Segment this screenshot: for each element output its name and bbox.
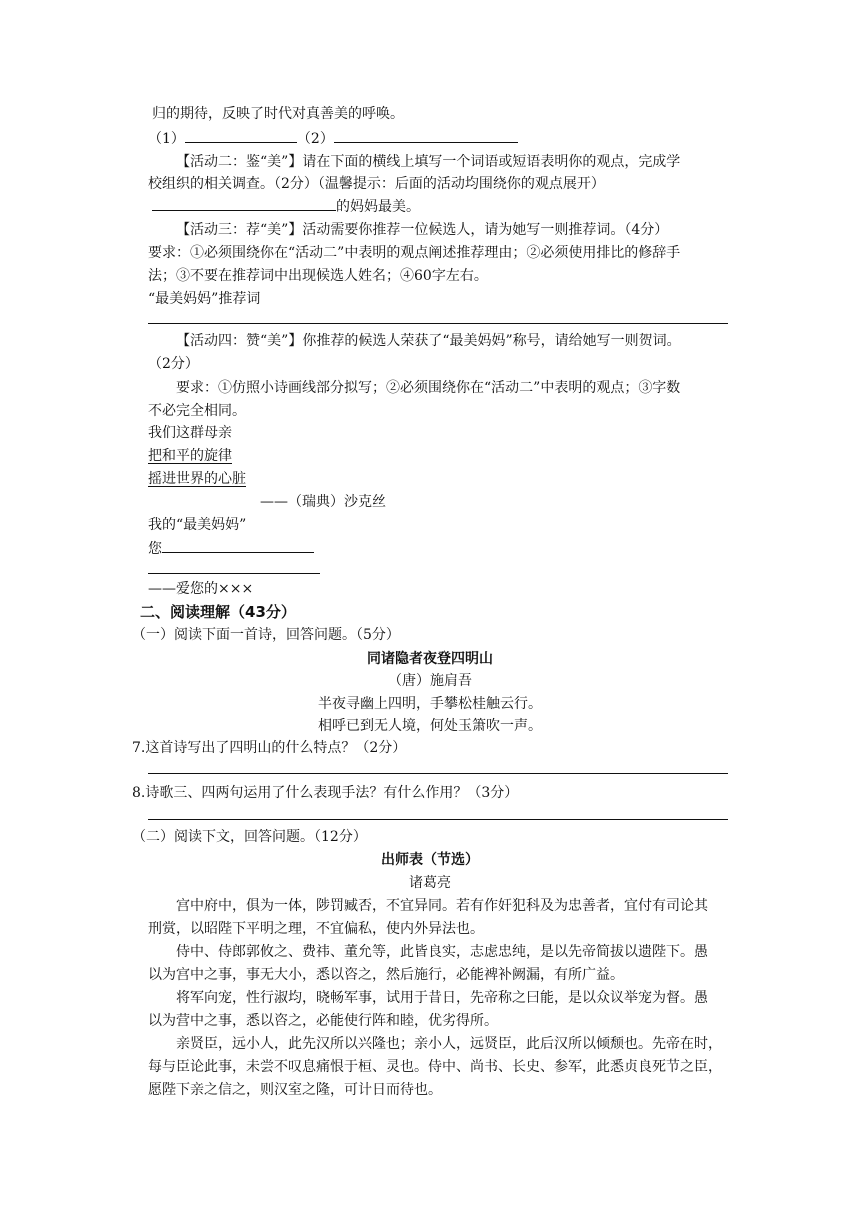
answer-blank-poem-1[interactable] <box>162 538 314 553</box>
blank-label: （2） <box>296 131 334 147</box>
blank-label: （1） <box>148 131 185 147</box>
answer-blank-2[interactable] <box>334 128 518 143</box>
recommendation-label: “最美妈妈”推荐词 <box>148 291 261 307</box>
poem-line: 相呼已到无人境，何处玉箫吹一声。 <box>318 718 542 734</box>
text-line: （2分） <box>148 356 199 372</box>
poem-line: 我们这群母亲 <box>148 425 232 441</box>
poem-byline: （唐）施肩吾 <box>388 673 472 689</box>
answer-blank-poem-2[interactable] <box>148 573 320 574</box>
answer-line[interactable] <box>148 323 728 324</box>
paragraph-line: 宫中府中，俱为一体，陟罚臧否，不宜异同。若有作奸犯科及为忠善者，宜付有司论其 <box>176 898 708 914</box>
paragraph-line: 每与臣论此事，未尝不叹息痛恨于桓、灵也。侍中、尚书、长史、参军，此悉贞良死节之臣， <box>148 1059 722 1075</box>
poem-line-underlined: 摇进世界的心脏 <box>148 471 246 487</box>
text-line: 法；③不要在推荐词中出现候选人姓名；④60字左右。 <box>148 268 488 284</box>
paragraph-line: 侍中、侍郎郭攸之、费祎、董允等，此皆良实，志虑忠纯，是以先帝简拔以遗陛下。愚 <box>176 944 708 960</box>
text-line: 您 <box>148 541 162 557</box>
poem-answer-row <box>148 538 314 559</box>
subsection-heading: （一）阅读下面一首诗，回答问题。（5分） <box>132 627 400 643</box>
text-line: 校组织的相关调查。（2分）（温馨提示：后面的活动均围绕你的观点展开） <box>148 176 605 192</box>
poem-line: 半夜寻幽上四明，手攀松桂触云行。 <box>318 696 542 712</box>
paragraph-line: 刑赏，以昭陛下平明之理，不宜偏私，使内外异法也。 <box>148 921 484 937</box>
text-line: 的妈妈最美。 <box>336 199 420 215</box>
essay-title: 出师表（节选） <box>381 852 479 868</box>
activity-four-heading: 【活动四：赞“美”】你推荐的候选人荣获了“最美妈妈”称号，请给她写一则贺词。 <box>176 333 681 349</box>
text-line: 不必完全相同。 <box>148 403 246 419</box>
text-line: 要求：①必须围绕你在“活动二”中表明的观点阐述推荐理由；②必须使用排比的修辞手 <box>148 245 681 261</box>
text-line: 要求：①仿照小诗画线部分拟写；②必须围绕你在“活动二”中表明的观点；③字数 <box>176 380 681 396</box>
poem-attribution: ——（瑞典）沙克丝 <box>260 494 386 510</box>
answer-line[interactable] <box>148 819 728 820</box>
activity-three-heading: 【活动三：荐“美”】活动需要你推荐一位候选人，请为她写一则推荐词。（4分） <box>176 222 669 238</box>
answer-blank-viewpoint[interactable] <box>152 196 336 211</box>
text-line: 归的期待，反映了时代对真善美的呼唤。 <box>152 106 404 122</box>
text-line: 我的“最美妈妈” <box>148 517 247 533</box>
paragraph-line: 亲贤臣，远小人，此先汉所以兴隆也；亲小人，远贤臣，此后汉所以倾颓也。先帝在时， <box>176 1036 722 1052</box>
section-heading: 二、阅读理解（43分） <box>140 603 296 621</box>
question-7: 7.这首诗写出了四明山的什么特点？（2分） <box>132 740 407 756</box>
paragraph-line: 以为营中之事，悉以咨之，必能使行阵和睦，优劣得所。 <box>148 1013 498 1029</box>
answer-line[interactable] <box>148 773 728 774</box>
answer-blank-1[interactable] <box>185 128 297 143</box>
paragraph-line: 以为宫中之事，事无大小，悉以咨之，然后施行，必能裨补阙漏，有所广益。 <box>148 967 624 983</box>
activity-two-heading: 【活动二：鉴“美”】请在下面的横线上填写一个词语或短语表明你的观点，完成学 <box>176 154 681 170</box>
poem-line-underlined: 把和平的旋律 <box>148 448 232 464</box>
question-8: 8.诗歌三、四两句运用了什么表现手法？有什么作用？（3分） <box>132 785 519 801</box>
subsection-heading: （二）阅读下文，回答问题。（12分） <box>132 829 367 845</box>
paragraph-line: 愿陛下亲之信之，则汉室之隆，可计日而待也。 <box>148 1082 442 1098</box>
essay-author: 诸葛亮 <box>409 875 451 891</box>
activity-two-answer-row <box>152 196 420 217</box>
poem-title: 同诸隐者夜登四明山 <box>367 651 493 667</box>
signature-line: ——爱您的××× <box>148 581 254 597</box>
paragraph-line: 将军向宠，性行淑均，晓畅军事，试用于昔日，先帝称之曰能，是以众议举宠为督。愚 <box>176 990 708 1006</box>
answer-blanks-row <box>148 128 518 149</box>
